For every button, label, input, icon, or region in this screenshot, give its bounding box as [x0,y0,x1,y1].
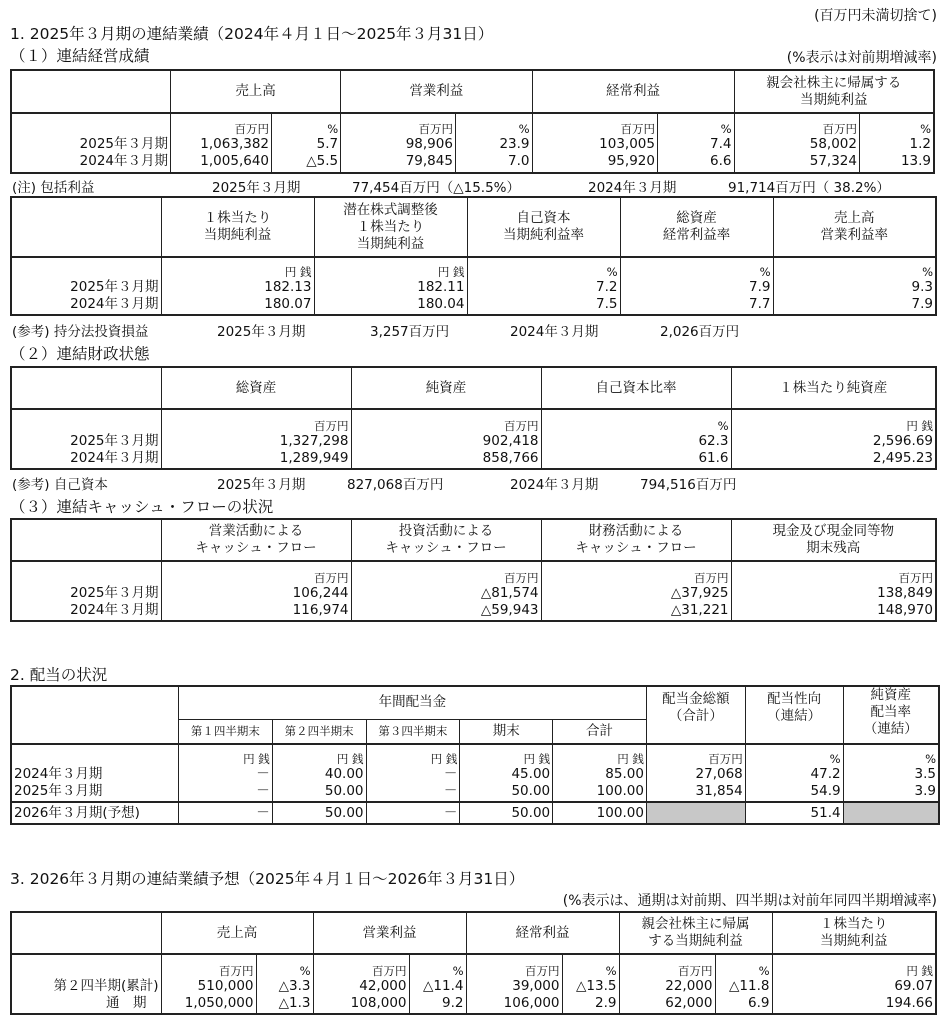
equity-period2: 2024年３月期 [510,477,599,493]
value: 47.2 [810,766,841,782]
unit: 円 銭 [906,964,933,978]
row-label: 2024年３月期 [79,153,168,169]
unit: 百万円 [678,964,713,978]
value: 1,063,382 [200,136,270,152]
cell [619,954,715,1014]
value: 50.00 [324,783,364,799]
sub1-title: （１）連結経営成績 [10,47,150,65]
row-label: 2024年３月期 [70,296,159,312]
row-label: 2025年３月期 [70,433,159,449]
header-line: キャッシュ・フロー [385,540,507,556]
cell [772,954,936,1014]
value: 108,000 [350,995,407,1011]
value: 180.04 [417,296,465,312]
sub1-note: (%表示は対前期増減率) [786,50,937,66]
col-header-ordinary-income: 経常利益 [532,70,734,113]
row-label: 2025年３月期 [70,585,159,601]
cell [657,113,734,173]
unit: 円 銭 [284,265,312,279]
value: 61.6 [698,450,729,466]
col-header-sales: 売上高 [171,70,341,113]
unit: 円 銭 [523,752,551,766]
unit: 百万円 [219,964,254,978]
cell [541,409,731,469]
cell [745,744,843,802]
row-label: 2024年３月期 [70,602,159,618]
unit: % [606,265,618,279]
value: 58,002 [809,136,857,152]
cell [773,257,936,315]
header-line: 親会社株主に帰属する [766,74,902,91]
header-line: １株当たり [203,210,272,226]
value: △11.8 [729,978,770,994]
value: 2.9 [595,995,617,1011]
value: 22,000 [665,978,713,994]
cell [859,113,934,173]
value: 69.07 [894,978,933,994]
value: 106,000 [503,995,560,1011]
cash-flow-table [10,518,937,622]
header-line: 親会社株主に帰属 [641,916,750,932]
table-row-forecast [11,802,939,824]
unit: % [605,964,617,978]
value: － [443,783,458,799]
row-labels [11,409,161,469]
header-line: １株当たり [820,916,888,932]
unit: 円 銭 [430,752,458,766]
value: △81,574 [480,585,539,601]
row-label: 2024年３月期 [14,766,103,782]
value: △3.3 [278,978,311,994]
value: 3.9 [914,783,936,799]
equity-method-value1: 3,257百万円 [370,324,450,340]
value: 54.9 [810,783,841,799]
cell [646,744,745,802]
value: 3.5 [914,766,936,782]
value: 85.00 [605,766,644,782]
cell: 100.00 [553,802,647,824]
unit: 百万円 [504,571,539,585]
cell: － [366,802,460,824]
header-corner [11,519,161,561]
header-line: 期末残高 [806,540,861,556]
value: △11.4 [423,978,464,994]
value: 103,005 [599,136,655,152]
col-header-q2: 第２四半期末 [272,719,366,744]
col-header-q3: 第３四半期末 [366,719,460,744]
value: 62,000 [665,995,713,1011]
value: △59,943 [480,602,539,618]
col-header-roe [467,197,620,257]
value: 182.11 [417,279,465,295]
row-labels [11,257,161,315]
col-header-eps [772,912,936,954]
value: 95,920 [607,153,655,169]
cell [731,561,936,621]
unit: % [758,964,770,978]
table-body [11,113,934,173]
value: 79,845 [405,153,453,169]
header-line: 当期純利益 [820,933,888,949]
value: 180.07 [264,296,312,312]
cell [532,113,657,173]
cell [731,409,936,469]
unit: % [299,964,311,978]
value: － [256,766,270,782]
value: 39,000 [512,978,560,994]
equity-method-value2: 2,026百万円 [660,324,740,340]
header-line: 経常利益率 [662,227,731,243]
per-share-table [10,196,937,316]
header-line: 純資産 [870,687,912,703]
unit: % [829,752,841,766]
header-corner [11,367,161,409]
row-label: 2026年３月期(予想) [11,802,178,824]
cell: － [178,802,272,824]
col-header-q1: 第１四半期末 [178,719,272,744]
unit: 百万円 [822,122,857,136]
cell [256,954,313,1014]
unit: 百万円 [234,122,270,136]
section3-title: 3. 2026年３月期の連結業績予想（2025年４月１日～2026年３月31日） [10,870,525,888]
row-label: 2025年３月期 [14,783,103,799]
value: 194.66 [885,995,933,1011]
cell [541,561,731,621]
row-labels [11,954,161,1014]
value: 148,970 [877,602,933,618]
cell: 51.4 [745,802,843,824]
value: 9.2 [442,995,464,1011]
unit: 百万円 [314,419,349,433]
value: 116,974 [292,602,349,618]
col-header-sales: 売上高 [161,912,313,954]
value: 42,000 [359,978,407,994]
equity-value2: 794,516百万円 [640,477,737,493]
col-header-operating-margin [773,197,936,257]
comprehensive-income-value1: 77,454百万円（△15.5%） [352,180,521,196]
equity-method-period1: 2025年３月期 [217,324,306,340]
header-line: 売上高 [834,210,875,226]
header-line: する当期純利益 [648,933,743,949]
unit: 百万円 [372,964,407,978]
value: 1.2 [909,136,931,152]
value: 138,849 [877,585,933,601]
value: 57,324 [809,153,857,169]
financial-position-table [10,366,937,470]
comprehensive-income-period1: 2025年３月期 [212,180,301,196]
header-corner [11,197,161,257]
equity-method-period2: 2024年３月期 [510,324,599,340]
value: 1,327,298 [279,433,349,449]
forecast-table [10,911,937,1015]
comprehensive-income-value2: 91,714百万円（ 38.2%） [728,180,890,196]
header-line: 配当金総額 [662,691,730,707]
col-header-equity-ratio: 自己資本比率 [541,367,731,409]
header-line: 配当率 [870,704,912,720]
row-labels [11,561,161,621]
equity-label: (参考) 自己資本 [12,477,108,493]
header-line: キャッシュ・フロー [195,540,317,556]
unit: 百万円 [694,571,729,585]
value: 1,005,640 [200,153,270,169]
equity-method-label: (参考) 持分法投資損益 [12,324,149,340]
header-line: 現金及び現金同等物 [772,523,894,539]
row-label: 2025年３月期 [70,279,159,295]
value: 7.0 [508,153,530,169]
col-header-financing-cf [541,519,731,561]
value: △1.3 [278,995,311,1011]
col-header-diluted-eps [314,197,467,257]
section3-note: (%表示は、通期は対前期、四半期は対前年同四半期増減率) [562,893,937,909]
unit: 円 銭 [906,419,933,433]
cell [161,409,351,469]
unit: 円 銭 [437,265,465,279]
value: 7.4 [710,136,732,152]
value: 5.7 [316,136,339,152]
header-line: 当期純利益 [356,235,425,252]
value: 6.9 [748,995,770,1011]
header-corner [11,912,161,954]
unit: % [452,964,464,978]
col-header-year-end: 期末 [460,719,553,744]
header-line: 総資産 [676,210,717,226]
value: 6.6 [710,153,732,169]
unit: % [717,419,729,433]
header-corner [11,70,171,113]
header-corner [11,686,178,744]
value: 510,000 [197,978,254,994]
col-header-total-dividend [646,686,745,744]
unit: 円 銭 [617,752,644,766]
value: 7.9 [749,279,771,295]
header-line: 当期純利益率 [503,227,584,243]
value: 1,289,949 [279,450,349,466]
unit: % [720,122,732,136]
value: 858,766 [482,450,539,466]
header-line: 配当性向 [767,691,822,707]
cell [460,744,553,802]
value: 45.00 [511,766,551,782]
col-header-total-assets: 総資産 [161,367,351,409]
cell [409,954,466,1014]
header-line: 潜在株式調整後 [343,201,438,218]
value: 2,495.23 [872,450,933,466]
cell [366,744,460,802]
unit: 百万円 [708,752,743,766]
value: － [443,766,458,782]
col-header-net-income [619,912,772,954]
cell [562,954,619,1014]
col-header-operating-cf [161,519,351,561]
comprehensive-income-label: (注) 包括利益 [12,180,95,196]
cell [161,954,256,1014]
unit: % [925,752,936,766]
cell [272,113,341,173]
header-line: キャッシュ・フロー [575,540,697,556]
header-line: （連結） [863,721,918,737]
value: 98,906 [405,136,453,152]
cell [178,744,272,802]
value: 31,854 [695,783,743,799]
unit: % [920,122,931,136]
unit: % [327,122,339,136]
col-header-bps: １株当たり純資産 [731,367,936,409]
header-line: （連結） [767,708,822,724]
cell [313,954,409,1014]
value: 50.00 [511,783,551,799]
unit: % [922,265,933,279]
row-labels [11,113,171,173]
cell-blank-gray [843,802,939,824]
header-line: 営業活動による [208,523,304,539]
col-header-roa [620,197,773,257]
header-line: （合計） [668,708,723,724]
value: △5.5 [306,153,339,169]
col-header-ordinary-income: 経常利益 [466,912,619,954]
value: 9.3 [911,279,933,295]
col-header-net-income [734,70,934,113]
col-header-investing-cf [351,519,541,561]
cell [272,744,366,802]
value: 182.13 [264,279,312,295]
col-header-net-assets: 純資産 [351,367,541,409]
col-header-annual-dividend: 年間配当金 [178,686,646,719]
cell [715,954,772,1014]
cell [553,744,647,802]
cell: 50.00 [460,802,553,824]
header-line: 投資活動による [398,523,494,539]
cell [466,954,562,1014]
header-line: 財務活動による [588,523,684,539]
cell [314,257,467,315]
header-line: 当期純利益 [800,91,868,108]
cell [467,257,620,315]
row-label: 2025年３月期 [79,136,168,152]
col-header-doe [843,686,939,744]
col-header-eps [161,197,314,257]
header-line: 営業利益率 [820,227,888,243]
value: 100.00 [596,783,644,799]
header-line: 当期純利益 [203,227,272,243]
value: △37,925 [670,585,729,601]
unit: 円 銭 [336,752,364,766]
cell: 50.00 [272,802,366,824]
value: 2,596.69 [872,433,933,449]
cell [351,561,541,621]
cell [341,113,456,173]
value: 13.9 [900,153,931,169]
value: 7.2 [596,279,618,295]
value: 27,068 [695,766,743,782]
equity-value1: 827,068百万円 [347,477,444,493]
value: 7.5 [596,296,618,312]
cell [171,113,272,173]
col-header-operating-income: 営業利益 [313,912,466,954]
header-line: 自己資本 [516,210,571,226]
cell-blank-gray [646,802,745,824]
section1-title: 1. 2025年３月期の連結業績（2024年４月１日～2025年３月31日） [10,25,494,43]
unit: 百万円 [314,571,349,585]
unit: % [759,265,771,279]
unit: % [518,122,530,136]
section2-title: 2. 配当の状況 [10,666,108,684]
sub2-title: （２）連結財政状態 [10,345,150,363]
row-labels [11,744,178,802]
sub3-title: （３）連結キャッシュ・フローの状況 [10,498,274,516]
row-label: 第２四半期(累計) [53,978,159,994]
cell [455,113,532,173]
row-label: 2024年３月期 [70,450,159,466]
unit: 百万円 [898,571,933,585]
row-label: 通 期 [106,995,147,1011]
cell [734,113,859,173]
value: － [256,783,270,799]
value: 40.00 [324,766,364,782]
value: 1,050,000 [184,995,254,1011]
value: △13.5 [576,978,617,994]
value: 106,244 [292,585,349,601]
rounding-note: (百万円未満切捨て) [814,8,937,24]
col-header-cash-balance [731,519,936,561]
value: 62.3 [698,433,729,449]
value: 7.7 [749,296,771,312]
cell [161,257,314,315]
col-header-payout-ratio [745,686,843,744]
operating-results-table [10,69,935,174]
value: 23.9 [499,136,530,152]
unit: 円 銭 [243,752,270,766]
unit: 百万円 [418,122,453,136]
cell [843,744,939,802]
col-header-total: 合計 [553,719,647,744]
cell [351,409,541,469]
value: 7.9 [911,296,933,312]
cell [161,561,351,621]
equity-period1: 2025年３月期 [217,477,306,493]
unit: 百万円 [504,419,539,433]
value: 902,418 [482,433,539,449]
unit: 百万円 [525,964,560,978]
cell [620,257,773,315]
header-line: １株当たり [356,218,425,235]
dividends-table [10,685,940,825]
comprehensive-income-period2: 2024年３月期 [588,180,677,196]
value: △31,221 [670,602,729,618]
col-header-operating-income: 営業利益 [341,70,532,113]
unit: 百万円 [620,122,655,136]
